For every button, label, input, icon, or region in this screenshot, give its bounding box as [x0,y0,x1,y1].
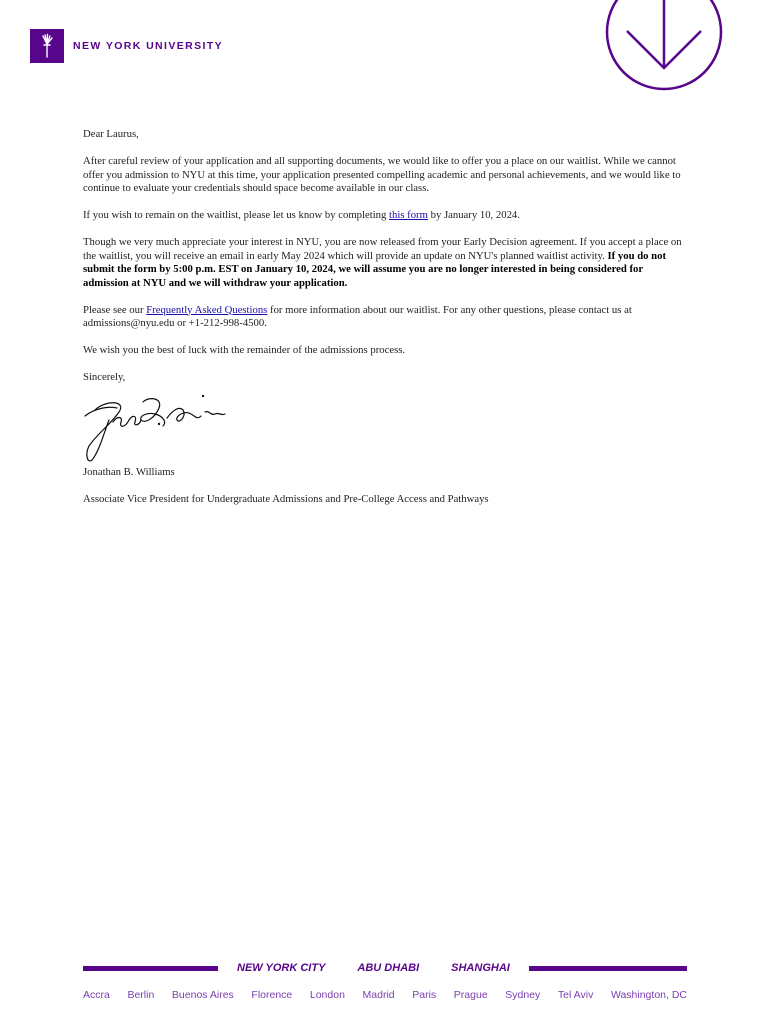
campus-abu-dhabi: ABU DHABI [357,962,420,974]
paragraph-early-decision: Though we very much appreciate your interest in NYU, you are now released from your Early Decision agreement. If you accept a place on the waitlist, you will receive an email in early May 2024 which will provide an update on NYU's planned waitlist activity. If you do not submit the form by 5:00 p.m. EST on January 10, 2024, we will assume you are no longer interested in being considered for admission at NYU and we will withdraw your application. [83,236,682,289]
nyu-logo [30,29,223,63]
site-accra: Accra [83,989,110,1001]
signature-image [83,394,233,466]
footer-divider-right [529,966,687,971]
university-name: NEW YORK UNIVERSITY [73,40,224,52]
letter-body [83,128,689,520]
campus-new-york-city: NEW YORK CITY [237,962,326,974]
paragraph-best-wishes: We wish you the best of luck with the remainder of the admissions process. [83,344,406,356]
site-paris: Paris [412,989,437,1001]
site-berlin: Berlin [127,989,155,1001]
site-sydney: Sydney [505,989,541,1001]
site-tel-aviv: Tel Aviv [557,989,594,1001]
site-florence: Florence [251,989,293,1001]
signer-name: Jonathan B. Williams [83,466,175,478]
site-washington-dc: Washington, DC [610,989,687,1001]
down-arrow-circle-icon [604,0,724,92]
campus-row [83,958,687,978]
paragraph-faq: Please see our Frequently Asked Questions for more information about our waitlist. For any other questions, please contact us at admissions@nyu.edu or +1-212-998-4500. [83,303,632,329]
faq-link[interactable]: Frequently Asked Questions [146,303,268,316]
closing: Sincerely, [83,371,126,383]
site-list [83,989,687,1001]
site-prague: Prague [453,989,488,1001]
paragraph-waitlist-offer: After careful review of your application and all supporting documents, we would like to offer you a place on our waitlist. While we cannot offer you admission to NYU at this time, your application presented compelling academic and personal achievements, and we would like to continue to evaluate your credentials should space become available in our class. [83,155,681,194]
footer-divider-left [83,966,218,971]
deadline-warning: If you do not submit the form by 5:00 p.m. EST on January 10, 2024, we will assume you are no longer interested in being considered for admission at NYU and we will withdraw your application. [83,249,666,289]
site-buenos-aires: Buenos Aires [171,989,234,1001]
site-madrid: Madrid [362,989,395,1001]
campus-list [218,962,529,974]
paragraph-remain-on-waitlist: If you wish to remain on the waitlist, please let us know by completing this form by January 10, 2024. [83,209,520,221]
campus-shanghai: SHANGHAI [451,962,510,974]
greeting: Dear Laurus, [83,128,139,140]
signer-title: Associate Vice President for Undergraduate Admissions and Pre-College Access and Pathways [83,493,489,505]
footer [83,958,687,1001]
site-london: London [309,989,345,1001]
this-form-link[interactable]: this form [389,209,428,221]
torch-icon [30,29,64,63]
